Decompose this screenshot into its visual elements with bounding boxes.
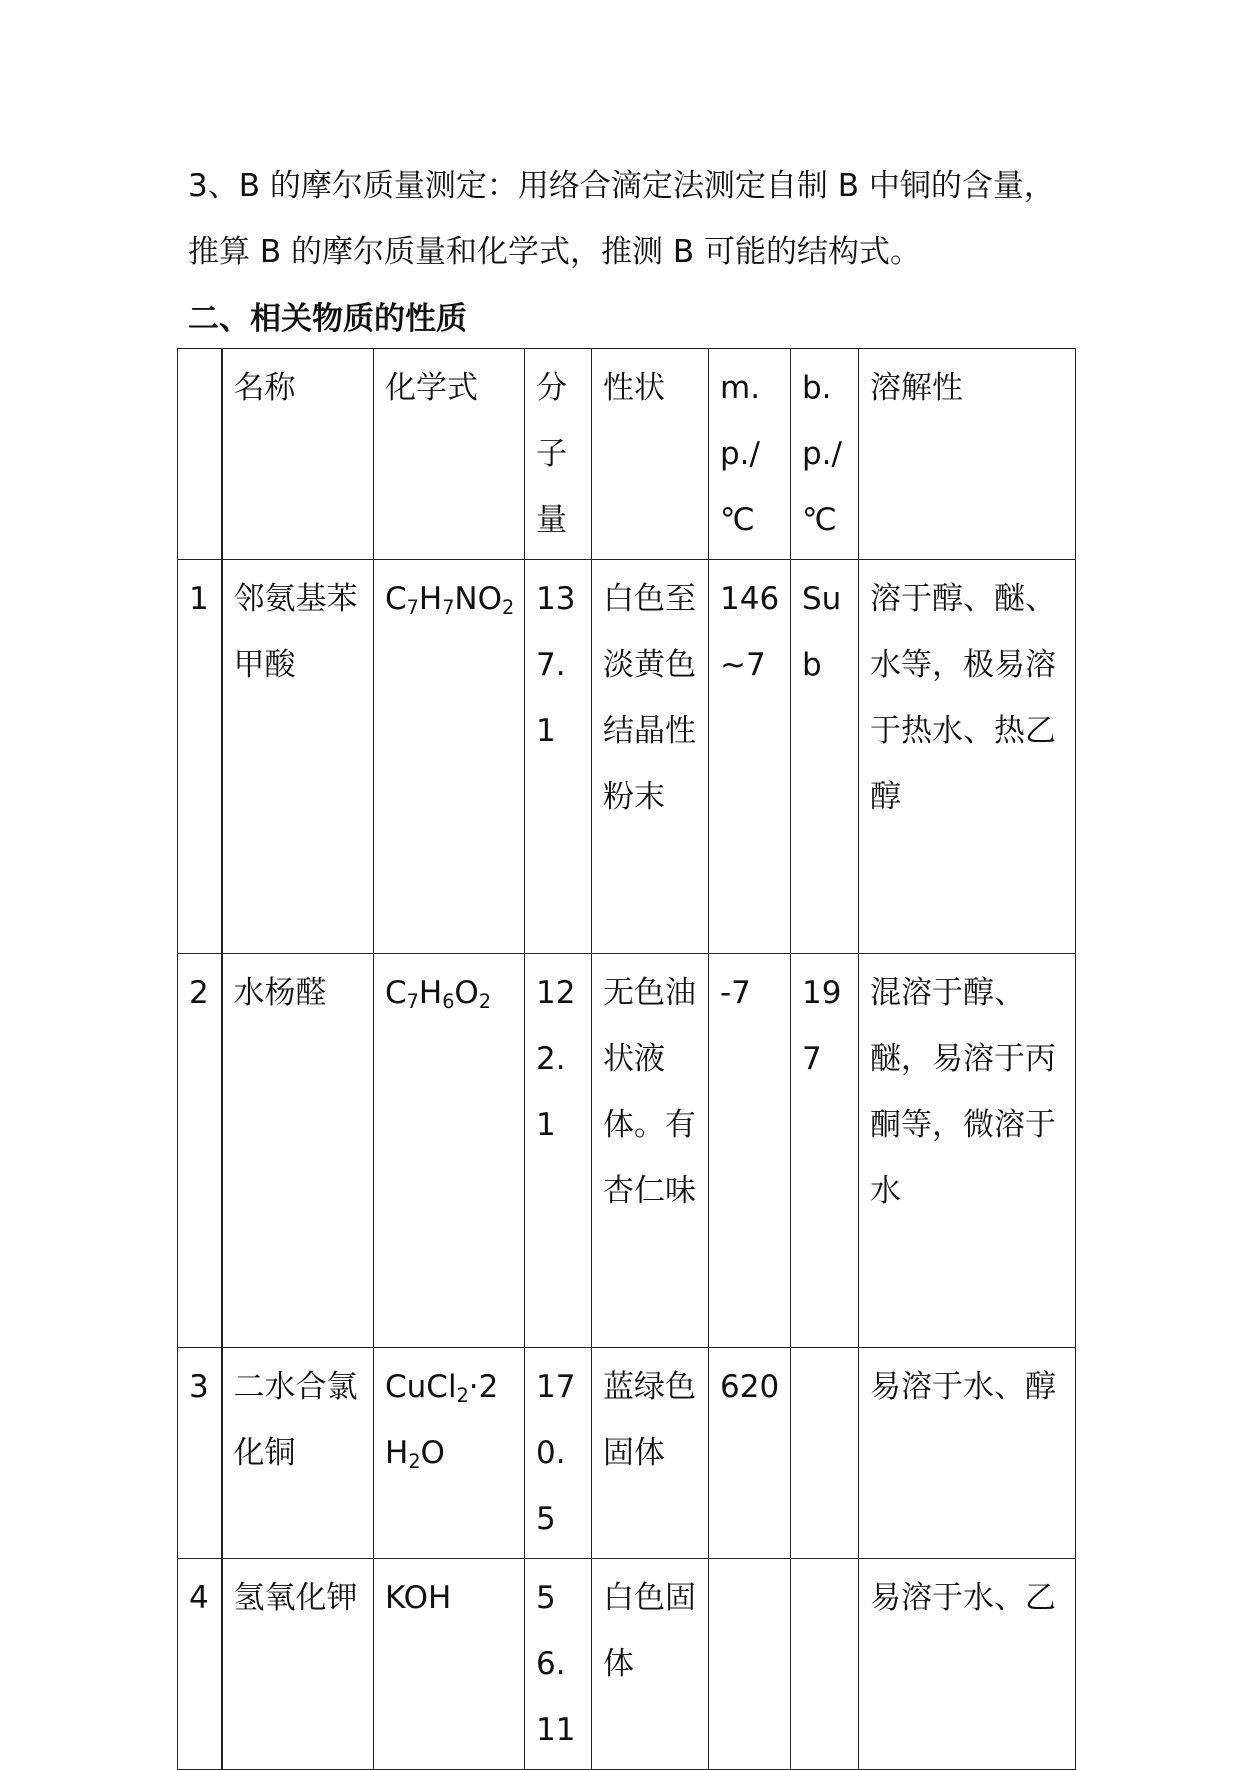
row-index: 1 — [178, 560, 222, 954]
solubility: 易溶于水、乙 — [859, 1559, 1076, 1770]
melting-point — [709, 1559, 791, 1770]
section-heading: 二、相关物质的性质 — [188, 301, 467, 337]
table-row — [178, 560, 1076, 954]
molecular-weight: 137.1 — [525, 560, 592, 954]
table-row — [178, 1559, 1076, 1770]
header-boiling-point: b.p./℃ — [791, 349, 859, 560]
boiling-point — [791, 1559, 859, 1770]
solubility: 混溶于醇、醚，易溶于丙酮等，微溶于水 — [859, 954, 1076, 1348]
header-solubility: 溶解性 — [859, 349, 1076, 560]
molecular-weight: 122.1 — [525, 954, 592, 1348]
header-formula: 化学式 — [374, 349, 525, 560]
solubility: 溶于醇、醚、水等，极易溶于热水、热乙醇 — [859, 560, 1076, 954]
melting-point: 146~7 — [709, 560, 791, 954]
table-row — [178, 1348, 1076, 1559]
chemical-formula: KOH — [374, 1559, 525, 1770]
chemical-formula: $C_7H_7NO_2$ — [374, 560, 525, 954]
boiling-point: Sub — [791, 560, 859, 954]
substance-name: 邻氨基苯甲酸 — [222, 560, 374, 954]
table-row — [178, 954, 1076, 1348]
chemical-formula: $CuCl_2\cdot 2H_2O$ — [374, 1348, 525, 1559]
header-molecular-weight: 分子量 — [525, 349, 592, 560]
boiling-point — [791, 1348, 859, 1559]
row-index: 4 — [178, 1559, 222, 1770]
properties-table — [177, 348, 1076, 1770]
appearance: 蓝绿色固体 — [592, 1348, 709, 1559]
header-index — [178, 349, 222, 560]
row-index: 3 — [178, 1348, 222, 1559]
table-header-row — [178, 349, 1076, 560]
substance-name: 二水合氯化铜 — [222, 1348, 374, 1559]
molecular-weight: 170.5 — [525, 1348, 592, 1559]
solubility: 易溶于水、醇 — [859, 1348, 1076, 1559]
appearance: 白色固体 — [592, 1559, 709, 1770]
molecular-weight: 56.11 — [525, 1559, 592, 1770]
header-name: 名称 — [222, 349, 374, 560]
intro-paragraph: 3、B 的摩尔质量测定：用络合滴定法测定自制 B 中铜的含量，推算 B 的摩尔质量和化学式，推测 B 可能的结构式。 — [188, 168, 1055, 270]
melting-point: -7 — [709, 954, 791, 1348]
substance-name: 水杨醛 — [222, 954, 374, 1348]
header-appearance: 性状 — [592, 349, 709, 560]
boiling-point: 197 — [791, 954, 859, 1348]
chemical-formula: $C_7H_6O_2$ — [374, 954, 525, 1348]
appearance: 白色至淡黄色结晶性粉末 — [592, 560, 709, 954]
appearance: 无色油状液体。有杏仁味 — [592, 954, 709, 1348]
substance-name: 氢氧化钾 — [222, 1559, 374, 1770]
header-melting-point: m.p./℃ — [709, 349, 791, 560]
row-index: 2 — [178, 954, 222, 1348]
melting-point: 620 — [709, 1348, 791, 1559]
